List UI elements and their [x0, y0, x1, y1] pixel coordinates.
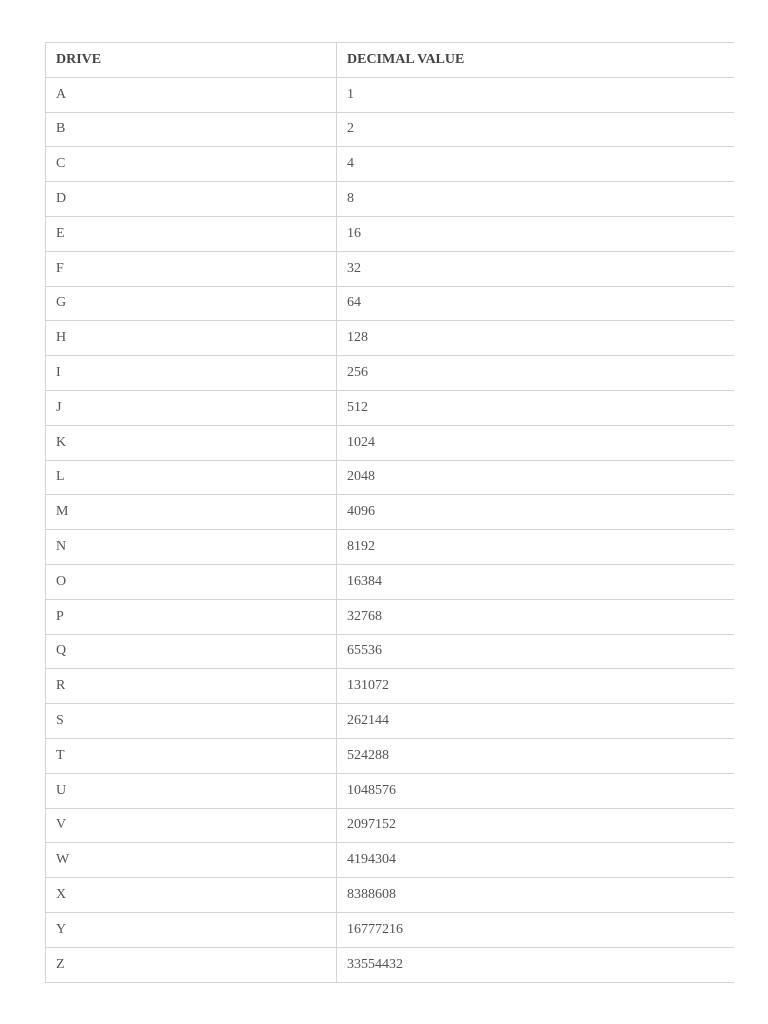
drive-letter-cell: Y [46, 912, 337, 947]
decimal-value-cell: 1024 [337, 425, 734, 460]
drive-letter-cell: Z [46, 947, 337, 982]
table-row [46, 390, 734, 425]
table-row [46, 286, 734, 321]
drive-letter-cell: K [46, 425, 337, 460]
table-row [46, 634, 734, 669]
table-row [46, 530, 734, 565]
drive-letter-cell: W [46, 843, 337, 878]
drive-letter-cell: X [46, 878, 337, 913]
decimal-value-cell: 524288 [337, 738, 734, 773]
decimal-value-cell: 1048576 [337, 773, 734, 808]
drive-letter-cell: O [46, 564, 337, 599]
table-row [46, 912, 734, 947]
decimal-value-cell: 32 [337, 251, 734, 286]
column-header-decimal-value: DECIMAL VALUE [337, 43, 734, 78]
drive-letter-cell: E [46, 216, 337, 251]
table-body [46, 77, 734, 982]
decimal-value-cell: 512 [337, 390, 734, 425]
table-row [46, 356, 734, 391]
table-row [46, 599, 734, 634]
drive-letter-cell: S [46, 704, 337, 739]
drive-letter-cell: V [46, 808, 337, 843]
table-row [46, 425, 734, 460]
table-row [46, 112, 734, 147]
decimal-value-cell: 2048 [337, 460, 734, 495]
drive-letter-cell: U [46, 773, 337, 808]
decimal-value-cell: 16777216 [337, 912, 734, 947]
drive-letter-cell: J [46, 390, 337, 425]
table-row [46, 947, 734, 982]
decimal-value-cell: 2 [337, 112, 734, 147]
table-row [46, 878, 734, 913]
drive-letter-cell: P [46, 599, 337, 634]
drive-letter-cell: A [46, 77, 337, 112]
table-row [46, 738, 734, 773]
table-row [46, 495, 734, 530]
decimal-value-cell: 4 [337, 147, 734, 182]
table-row [46, 773, 734, 808]
drive-letter-cell: B [46, 112, 337, 147]
drive-letter-cell: T [46, 738, 337, 773]
decimal-value-cell: 65536 [337, 634, 734, 669]
drive-decimal-table [45, 42, 734, 983]
decimal-value-cell: 8388608 [337, 878, 734, 913]
decimal-value-cell: 4096 [337, 495, 734, 530]
table-row [46, 147, 734, 182]
decimal-value-cell: 64 [337, 286, 734, 321]
drive-letter-cell: D [46, 182, 337, 217]
decimal-value-cell: 2097152 [337, 808, 734, 843]
table-row [46, 808, 734, 843]
table-row [46, 843, 734, 878]
decimal-value-cell: 8 [337, 182, 734, 217]
table-row [46, 251, 734, 286]
table-header [46, 43, 734, 78]
decimal-value-cell: 16 [337, 216, 734, 251]
table-row [46, 564, 734, 599]
table-row [46, 669, 734, 704]
table-row [46, 460, 734, 495]
drive-letter-cell: G [46, 286, 337, 321]
drive-letter-cell: M [46, 495, 337, 530]
decimal-value-cell: 262144 [337, 704, 734, 739]
decimal-value-cell: 4194304 [337, 843, 734, 878]
decimal-value-cell: 1 [337, 77, 734, 112]
drive-letter-cell: L [46, 460, 337, 495]
decimal-value-cell: 256 [337, 356, 734, 391]
decimal-value-cell: 33554432 [337, 947, 734, 982]
column-header-drive: DRIVE [46, 43, 337, 78]
drive-letter-cell: I [46, 356, 337, 391]
decimal-value-cell: 128 [337, 321, 734, 356]
table-row [46, 321, 734, 356]
drive-letter-cell: N [46, 530, 337, 565]
drive-letter-cell: F [46, 251, 337, 286]
table-row [46, 704, 734, 739]
table-row [46, 216, 734, 251]
drive-letter-cell: H [46, 321, 337, 356]
drive-letter-cell: C [46, 147, 337, 182]
decimal-value-cell: 8192 [337, 530, 734, 565]
table-row [46, 182, 734, 217]
table-row [46, 77, 734, 112]
drive-decimal-table-container [45, 42, 733, 983]
decimal-value-cell: 16384 [337, 564, 734, 599]
decimal-value-cell: 131072 [337, 669, 734, 704]
header-row [46, 43, 734, 78]
drive-letter-cell: R [46, 669, 337, 704]
drive-letter-cell: Q [46, 634, 337, 669]
decimal-value-cell: 32768 [337, 599, 734, 634]
